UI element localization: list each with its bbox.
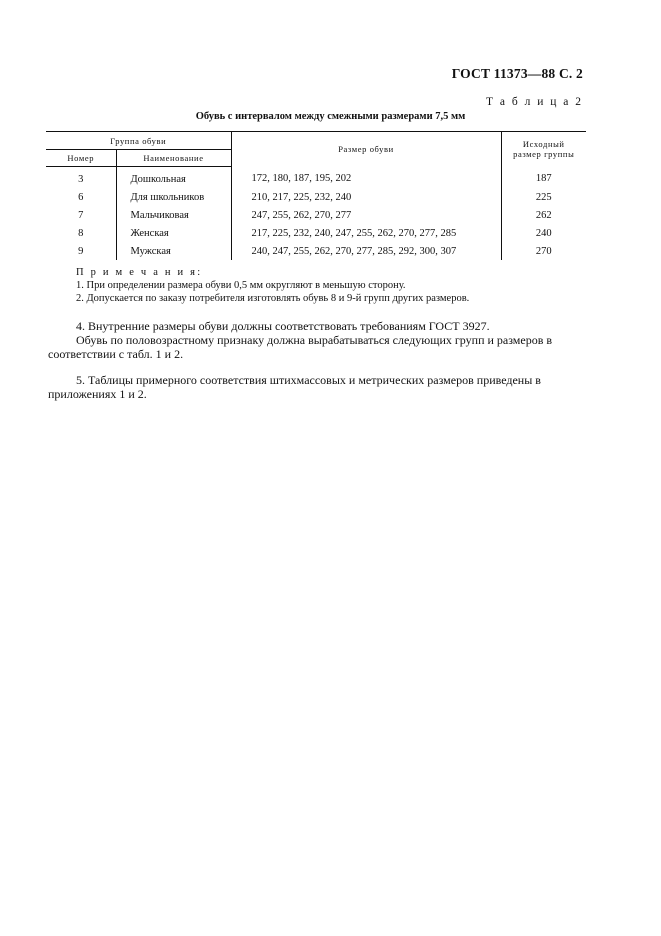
paragraph-5-line1: 5. Таблицы примерного соответствия штихмассовых и метрических размеров приведены в — [76, 373, 541, 387]
table-number-label: Т а б л и ц а 2 — [485, 96, 583, 108]
table-row — [46, 206, 586, 224]
cell-number: 7 — [46, 206, 116, 224]
note-item: 2. Допускается по заказу потребителя изготовлять обувь 8 и 9-й групп других размеров. — [76, 293, 470, 304]
table-row — [46, 224, 586, 242]
paragraph-5-line2: приложениях 1 и 2. — [48, 387, 147, 401]
cell-name: Дошкольная — [116, 167, 231, 189]
table-row — [46, 188, 586, 206]
cell-number: 8 — [46, 224, 116, 242]
document-reference: ГОСТ 11373—88 С. 2 — [451, 66, 583, 81]
cell-number: 6 — [46, 188, 116, 206]
cell-sizes: 217, 225, 232, 240, 247, 255, 262, 270, 277, 285 — [231, 224, 501, 242]
note-item: 1. При определении размера обуви 0,5 мм округляют в меньшую сторону. — [76, 280, 406, 291]
header-sizes: Размер обуви — [231, 132, 501, 167]
cell-name: Мужская — [116, 242, 231, 260]
header-name: Наименование — [116, 150, 231, 167]
cell-sizes: 240, 247, 255, 262, 270, 277, 285, 292, 300, 307 — [231, 242, 501, 260]
header-base-line2: размер группы — [513, 149, 575, 160]
table-row — [46, 167, 586, 189]
cell-number: 9 — [46, 242, 116, 260]
shoe-size-table — [46, 131, 586, 260]
cell-base-size: 240 — [535, 227, 552, 239]
notes-title: П р и м е ч а н и я: — [76, 267, 203, 278]
cell-name: Для школьников — [116, 188, 231, 206]
cell-base-size: 225 — [535, 191, 552, 203]
table-title: Обувь с интервалом между смежными размерами 7,5 мм — [195, 111, 466, 122]
cell-base-size: 187 — [535, 173, 552, 185]
table-notes — [76, 266, 469, 305]
header-base-line1: Исходный — [522, 139, 565, 150]
table-row — [46, 242, 586, 260]
cell-sizes: 247, 255, 262, 270, 277 — [231, 206, 501, 224]
cell-sizes: 172, 180, 187, 195, 202 — [231, 167, 501, 189]
paragraph-4-line1: 4. Внутренние размеры обуви должны соответствовать требованиям ГОСТ 3927. — [76, 319, 490, 333]
cell-sizes: 210, 217, 225, 232, 240 — [231, 188, 501, 206]
cell-base-size: 270 — [535, 245, 552, 257]
cell-name: Женская — [116, 224, 231, 242]
header-number: Номер — [46, 150, 116, 167]
paragraph-4-line2: Обувь по половозрастному признаку должна вырабатываться следующих групп и размеров в — [76, 333, 553, 347]
header-group: Группа обуви — [46, 132, 231, 150]
cell-number: 3 — [46, 167, 116, 189]
header-base-size — [501, 132, 586, 167]
paragraph-4-line3: соответствии с табл. 1 и 2. — [48, 347, 184, 361]
cell-name: Мальчиковая — [116, 206, 231, 224]
cell-base-size: 262 — [535, 209, 552, 221]
